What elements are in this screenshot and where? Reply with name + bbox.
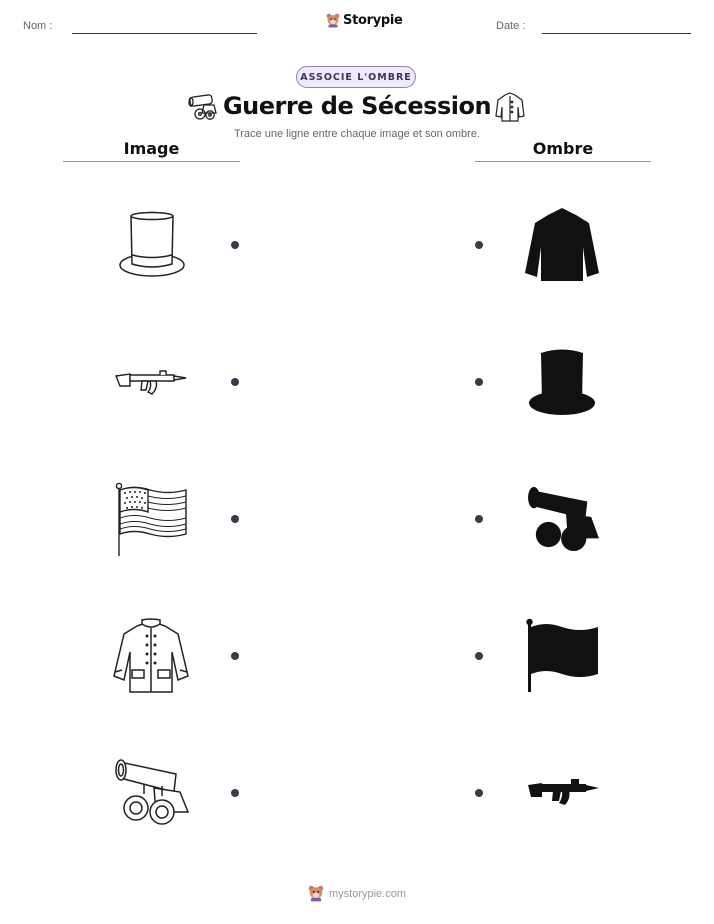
brand-logo <box>326 13 403 28</box>
column-header-shadow: Ombre <box>532 139 594 158</box>
connect-dot-left-5[interactable] <box>231 789 239 797</box>
connect-dot-right-5[interactable] <box>475 789 483 797</box>
connect-dot-left-2[interactable] <box>231 378 239 386</box>
name-label: Nom : <box>23 20 53 32</box>
top-hat-shadow <box>528 346 596 416</box>
column-divider-right <box>475 161 651 162</box>
instructions: Trace une ligne entre chaque image et son ombre. <box>233 128 481 140</box>
column-header-image: Image <box>123 139 180 158</box>
date-line[interactable] <box>542 33 691 34</box>
uniform-coat-image <box>112 618 190 694</box>
page-title: Guerre de Sécession <box>222 92 492 120</box>
connect-dot-right-1[interactable] <box>475 241 483 249</box>
connect-dot-right-2[interactable] <box>475 378 483 386</box>
bear-mascot-icon <box>308 885 324 902</box>
connect-dot-left-3[interactable] <box>231 515 239 523</box>
footer <box>308 885 406 902</box>
connect-dot-left-4[interactable] <box>231 652 239 660</box>
footer-url[interactable]: mystorypie.com <box>329 887 407 900</box>
rifle-shadow <box>526 776 600 806</box>
cannon-image <box>114 756 190 826</box>
bear-mascot-icon <box>326 13 340 28</box>
coat-icon <box>494 92 526 122</box>
date-label: Date : <box>496 20 526 32</box>
uniform-coat-shadow <box>522 207 602 283</box>
cannon-shadow <box>526 484 602 552</box>
american-flag-shadow <box>524 618 600 694</box>
connect-dot-right-3[interactable] <box>475 515 483 523</box>
connect-dot-left-1[interactable] <box>231 241 239 249</box>
column-divider-left <box>63 161 240 162</box>
rifle-image <box>114 366 188 396</box>
top-hat-image <box>118 210 186 278</box>
american-flag-image <box>114 482 190 558</box>
activity-badge: ASSOCIE L'OMBRE <box>296 66 416 88</box>
name-line[interactable] <box>72 33 257 34</box>
brand-name: Storypie <box>343 13 403 28</box>
connect-dot-right-4[interactable] <box>475 652 483 660</box>
